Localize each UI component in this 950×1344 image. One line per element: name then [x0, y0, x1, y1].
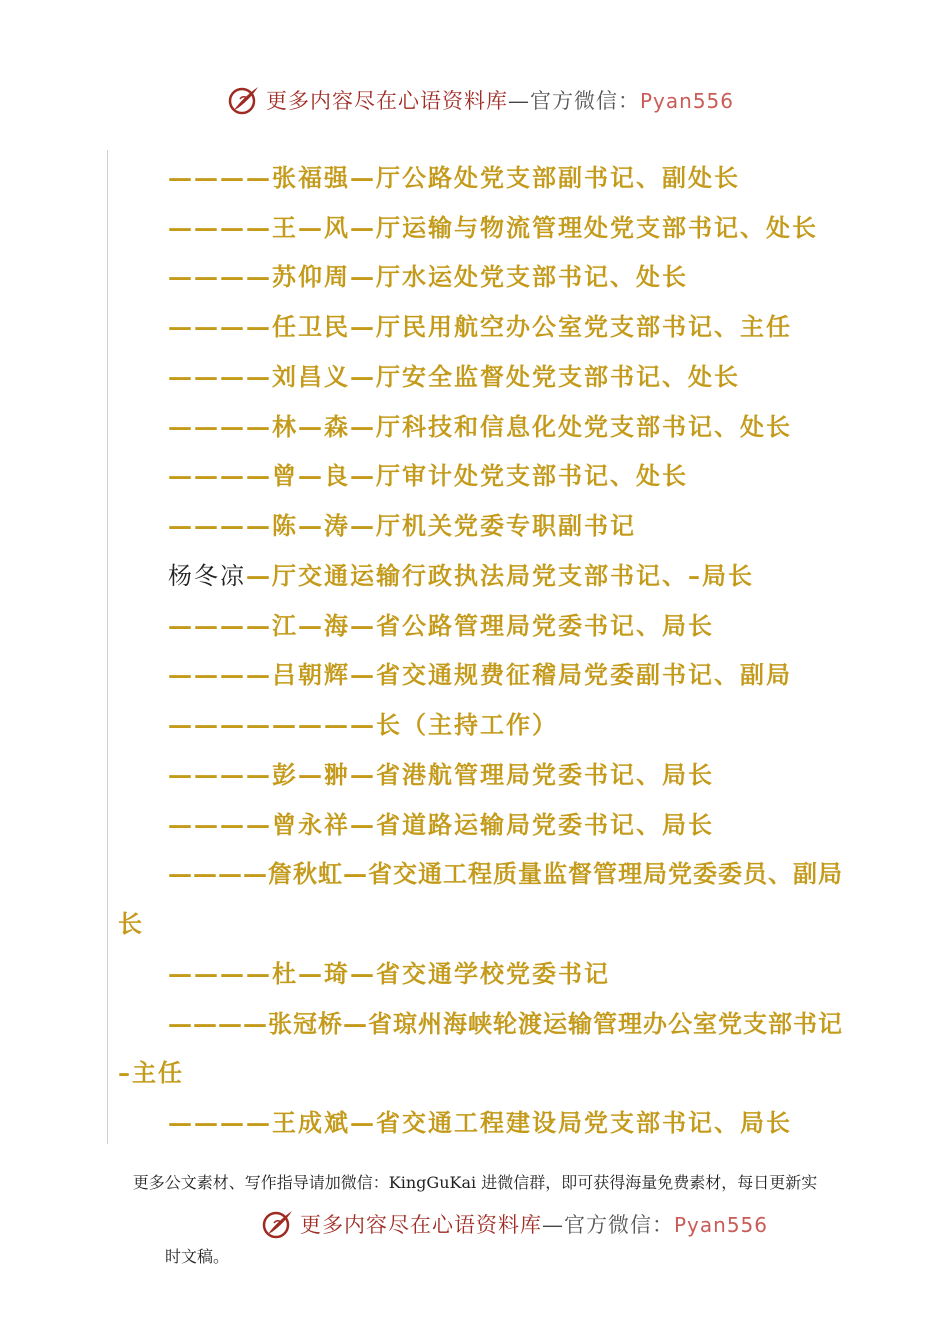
- person-name: 杨冬凉: [168, 562, 246, 590]
- footer-note-continuation: 时文稿。: [165, 1247, 230, 1266]
- list-item: 杨冬凉—厅交通运输行政执法局党支部书记、–局长: [168, 561, 754, 590]
- list-item: ————苏仰周—厅水运处党支部书记、处长: [168, 262, 688, 291]
- list-item: ————王成斌—省交通工程建设局党支部书记、局长: [168, 1108, 792, 1137]
- banner-label: 官方微信：: [530, 89, 640, 113]
- list-item: ————陈—涛—厅机关党委专职副书记: [168, 511, 636, 540]
- list-item: ————詹秋虹—省交通工程质量监督管理局党委委员、副局: [168, 859, 843, 888]
- banner-text: [300, 1209, 768, 1239]
- list-item: ————彭—翀—省港航管理局党委书记、局长: [168, 760, 714, 789]
- banner-handle: Pyan556: [674, 1213, 769, 1237]
- list-item: ————任卫民—厅民用航空办公室党支部书记、主任: [168, 312, 792, 341]
- banner-handle: Pyan556: [640, 89, 735, 113]
- list-item: ————张冠桥—省琼州海峡轮渡运输管理办公室党支部书记: [168, 1009, 843, 1038]
- list-item: ————————长（主持工作）: [168, 710, 558, 739]
- list-item: ————刘昌义—厅安全监督处党支部书记、处长: [168, 362, 740, 391]
- list-item-continuation: –主任: [118, 1058, 184, 1087]
- list-item: ————林—森—厅科技和信息化处党支部书记、处长: [168, 412, 792, 441]
- banner-title: 更多内容尽在心语资料库: [300, 1213, 542, 1237]
- quill-logo-icon: [262, 1208, 294, 1240]
- banner-title: 更多内容尽在心语资料库: [266, 89, 508, 113]
- footer-note: 更多公文素材、写作指导请加微信：KingGuKai 进微信群，即可获得海量免费素材，每日更新实: [132, 1173, 818, 1192]
- list-item: ————王—风—厅运输与物流管理处党支部书记、处长: [168, 213, 818, 242]
- list-item: ————曾永祥—省道路运输局党委书记、局长: [168, 810, 714, 839]
- banner-separator: —: [508, 89, 530, 113]
- list-item: ————江—海—省公路管理局党委书记、局长: [168, 611, 714, 640]
- banner-label: 官方微信：: [564, 1213, 674, 1237]
- list-item-continuation: 长: [118, 909, 144, 938]
- list-item: ————张福强—厅公路处党支部副书记、副处长: [168, 163, 740, 192]
- list-item: ————杜—琦—省交通学校党委书记: [168, 959, 610, 988]
- footer-banner: [0, 1208, 950, 1248]
- list-item: ————吕朝辉—省交通规费征稽局党委副书记、副局: [168, 660, 792, 689]
- list-item: ————曾—良—厅审计处党支部书记、处长: [168, 461, 688, 490]
- banner-separator: —: [542, 1213, 564, 1237]
